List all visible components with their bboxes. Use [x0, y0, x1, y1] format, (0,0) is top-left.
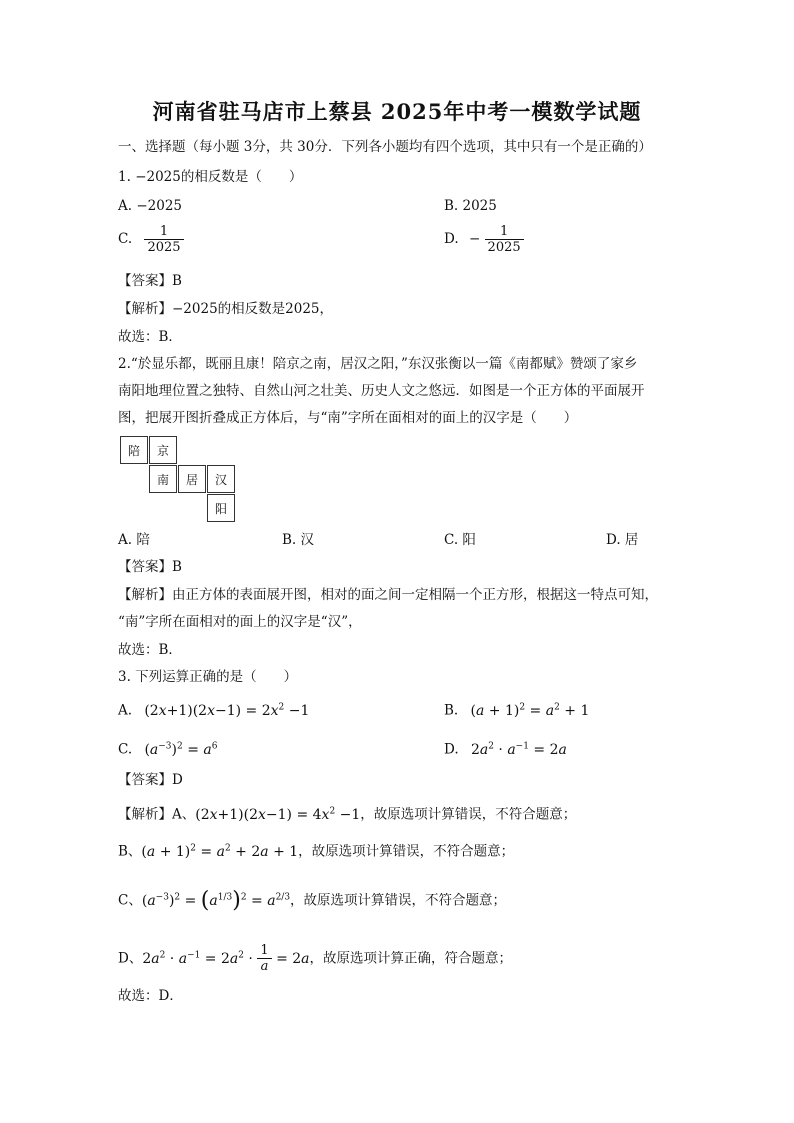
q2-answer: 【答案】B — [118, 559, 182, 575]
q3-option-a-formula: $(2x+1)(2x-1) = 2x^2 -1$ — [144, 702, 310, 719]
q3-conclusion: 故选：D． — [118, 988, 183, 1004]
q3-option-d — [444, 737, 567, 759]
q3-answer: 【答案】D — [118, 772, 183, 788]
q1-expr: −2025 — [135, 169, 181, 185]
fraction-numerator: 1 — [159, 224, 169, 239]
q3-analysis-c — [118, 887, 507, 913]
q2-option-a: A. 陪 — [118, 532, 150, 548]
q1-option-d — [444, 224, 524, 255]
q3-option-c — [118, 737, 217, 759]
q1-stem-text: 的相反数是（ ） — [180, 169, 303, 185]
q3-option-b-label: B. — [444, 702, 459, 719]
q2-option-c: C. 阳 — [444, 532, 476, 548]
q2-analysis-line2: “南”字所在面相对的面上的汉字是“汉”， — [118, 614, 362, 630]
analysis-c-text: ，故原选项计算错误，不符合题意； — [290, 892, 507, 909]
analysis-a-formula: $(2x+1)(2x-1) = 4x^2 -1$ — [195, 806, 361, 823]
analysis-c-formula: $(a^{-3})^2 = (a^{1/3})^2 = a^{2/3}$ — [141, 887, 291, 913]
q2-conclusion: 故选：B． — [118, 642, 182, 658]
fraction-numerator: 1 — [499, 224, 509, 239]
analysis-label: 【解析】A、 — [118, 806, 196, 823]
q1-option-d-label: D. — [444, 231, 459, 247]
q1-conclusion: 故选：B． — [118, 329, 182, 345]
page-title: 河南省驻马店市上蔡县 2025年中考一模数学试题 — [152, 99, 642, 124]
analysis-d-formula: $2a^2 \cdot a^{-1} = 2a^2$ · $\frac{1}{a}$ = 2a — [142, 943, 310, 974]
q2-analysis-line1: 【解析】由正方体的表面展开图，相对的面之间一定相隔一个正方形，根据这一特点可知， — [118, 587, 658, 603]
q3-analysis-d — [118, 943, 512, 974]
q1-option-c-fraction — [144, 224, 183, 255]
q1-option-c-label: C. — [118, 231, 133, 247]
cube-net-diagram — [120, 436, 240, 524]
section-heading: 一、选择题（每小题 3分，共 30分．下列各小题均有四个选项，其中只有一个是正确的） — [118, 139, 652, 155]
q3-option-a — [118, 698, 309, 720]
analysis-c-label: C、 — [118, 892, 142, 909]
analysis-d-label: D、 — [118, 950, 143, 967]
q1-option-d-sign: − — [468, 231, 481, 247]
q3-analysis-b — [118, 839, 514, 861]
q3-option-b — [444, 698, 589, 720]
net-cell: 陪 — [120, 436, 148, 464]
q1-option-a: A. −2025 — [118, 198, 182, 214]
net-cell: 南 — [149, 465, 177, 493]
q2-stem-line1: 2.“於显乐都，既丽且康！陪京之南，居汉之阳，”东汉张衡以一篇《南都赋》赞颂了家乡 — [118, 356, 638, 372]
q3-option-a-label: A. — [118, 702, 133, 719]
analysis-b-formula: $(a + 1)^2 = a^2 + 2a + 1$ — [141, 843, 299, 860]
q3-stem: 3. 下列运算正确的是（ ） — [118, 669, 298, 685]
q1-stem — [118, 168, 302, 186]
q3-option-b-formula: $(a + 1)^2 = a^2 + 1$ — [470, 702, 590, 719]
q3-option-c-label: C. — [118, 741, 133, 758]
q3-analysis-a — [118, 802, 576, 824]
analysis-a-text: ，故原选项计算错误，不符合题意； — [360, 806, 577, 823]
q1-number: 1. — [118, 169, 131, 185]
q1-analysis: 【解析】−2025的相反数是2025， — [118, 301, 334, 317]
fraction-denominator: 2025 — [144, 239, 183, 255]
q2-stem-line3: 图，把展开图折叠成正方体后，与“南”字所在面相对的面上的汉字是（ ） — [118, 410, 578, 426]
q1-option-b: B. 2025 — [444, 198, 497, 214]
q1-answer: 【答案】B — [118, 273, 182, 289]
q3-option-d-formula: $2a^2 \cdot a^{-1} = 2a$ — [470, 741, 567, 758]
q2-option-d: D. 居 — [606, 532, 639, 548]
net-cell: 居 — [178, 465, 206, 493]
analysis-b-label: B、 — [118, 843, 142, 860]
net-cell: 汉 — [207, 465, 235, 493]
q3-option-c-formula: $(a^{-3})^2 = a^6$ — [144, 741, 218, 758]
q2-stem-line2: 南阳地理位置之独特、自然山河之壮美、历史人文之悠远．如图是一个正方体的平面展开 — [118, 383, 645, 399]
analysis-d-text: ，故原选项计算正确，符合题意； — [309, 950, 513, 967]
fraction-denominator: 2025 — [485, 239, 524, 255]
q1-option-c — [118, 224, 184, 255]
q3-option-d-label: D. — [444, 741, 459, 758]
net-cell: 阳 — [207, 494, 235, 522]
q2-option-b: B. 汉 — [282, 532, 315, 548]
analysis-b-text: ，故原选项计算错误，不符合题意； — [298, 843, 515, 860]
net-cell: 京 — [149, 436, 177, 464]
q1-option-d-fraction — [485, 224, 524, 255]
